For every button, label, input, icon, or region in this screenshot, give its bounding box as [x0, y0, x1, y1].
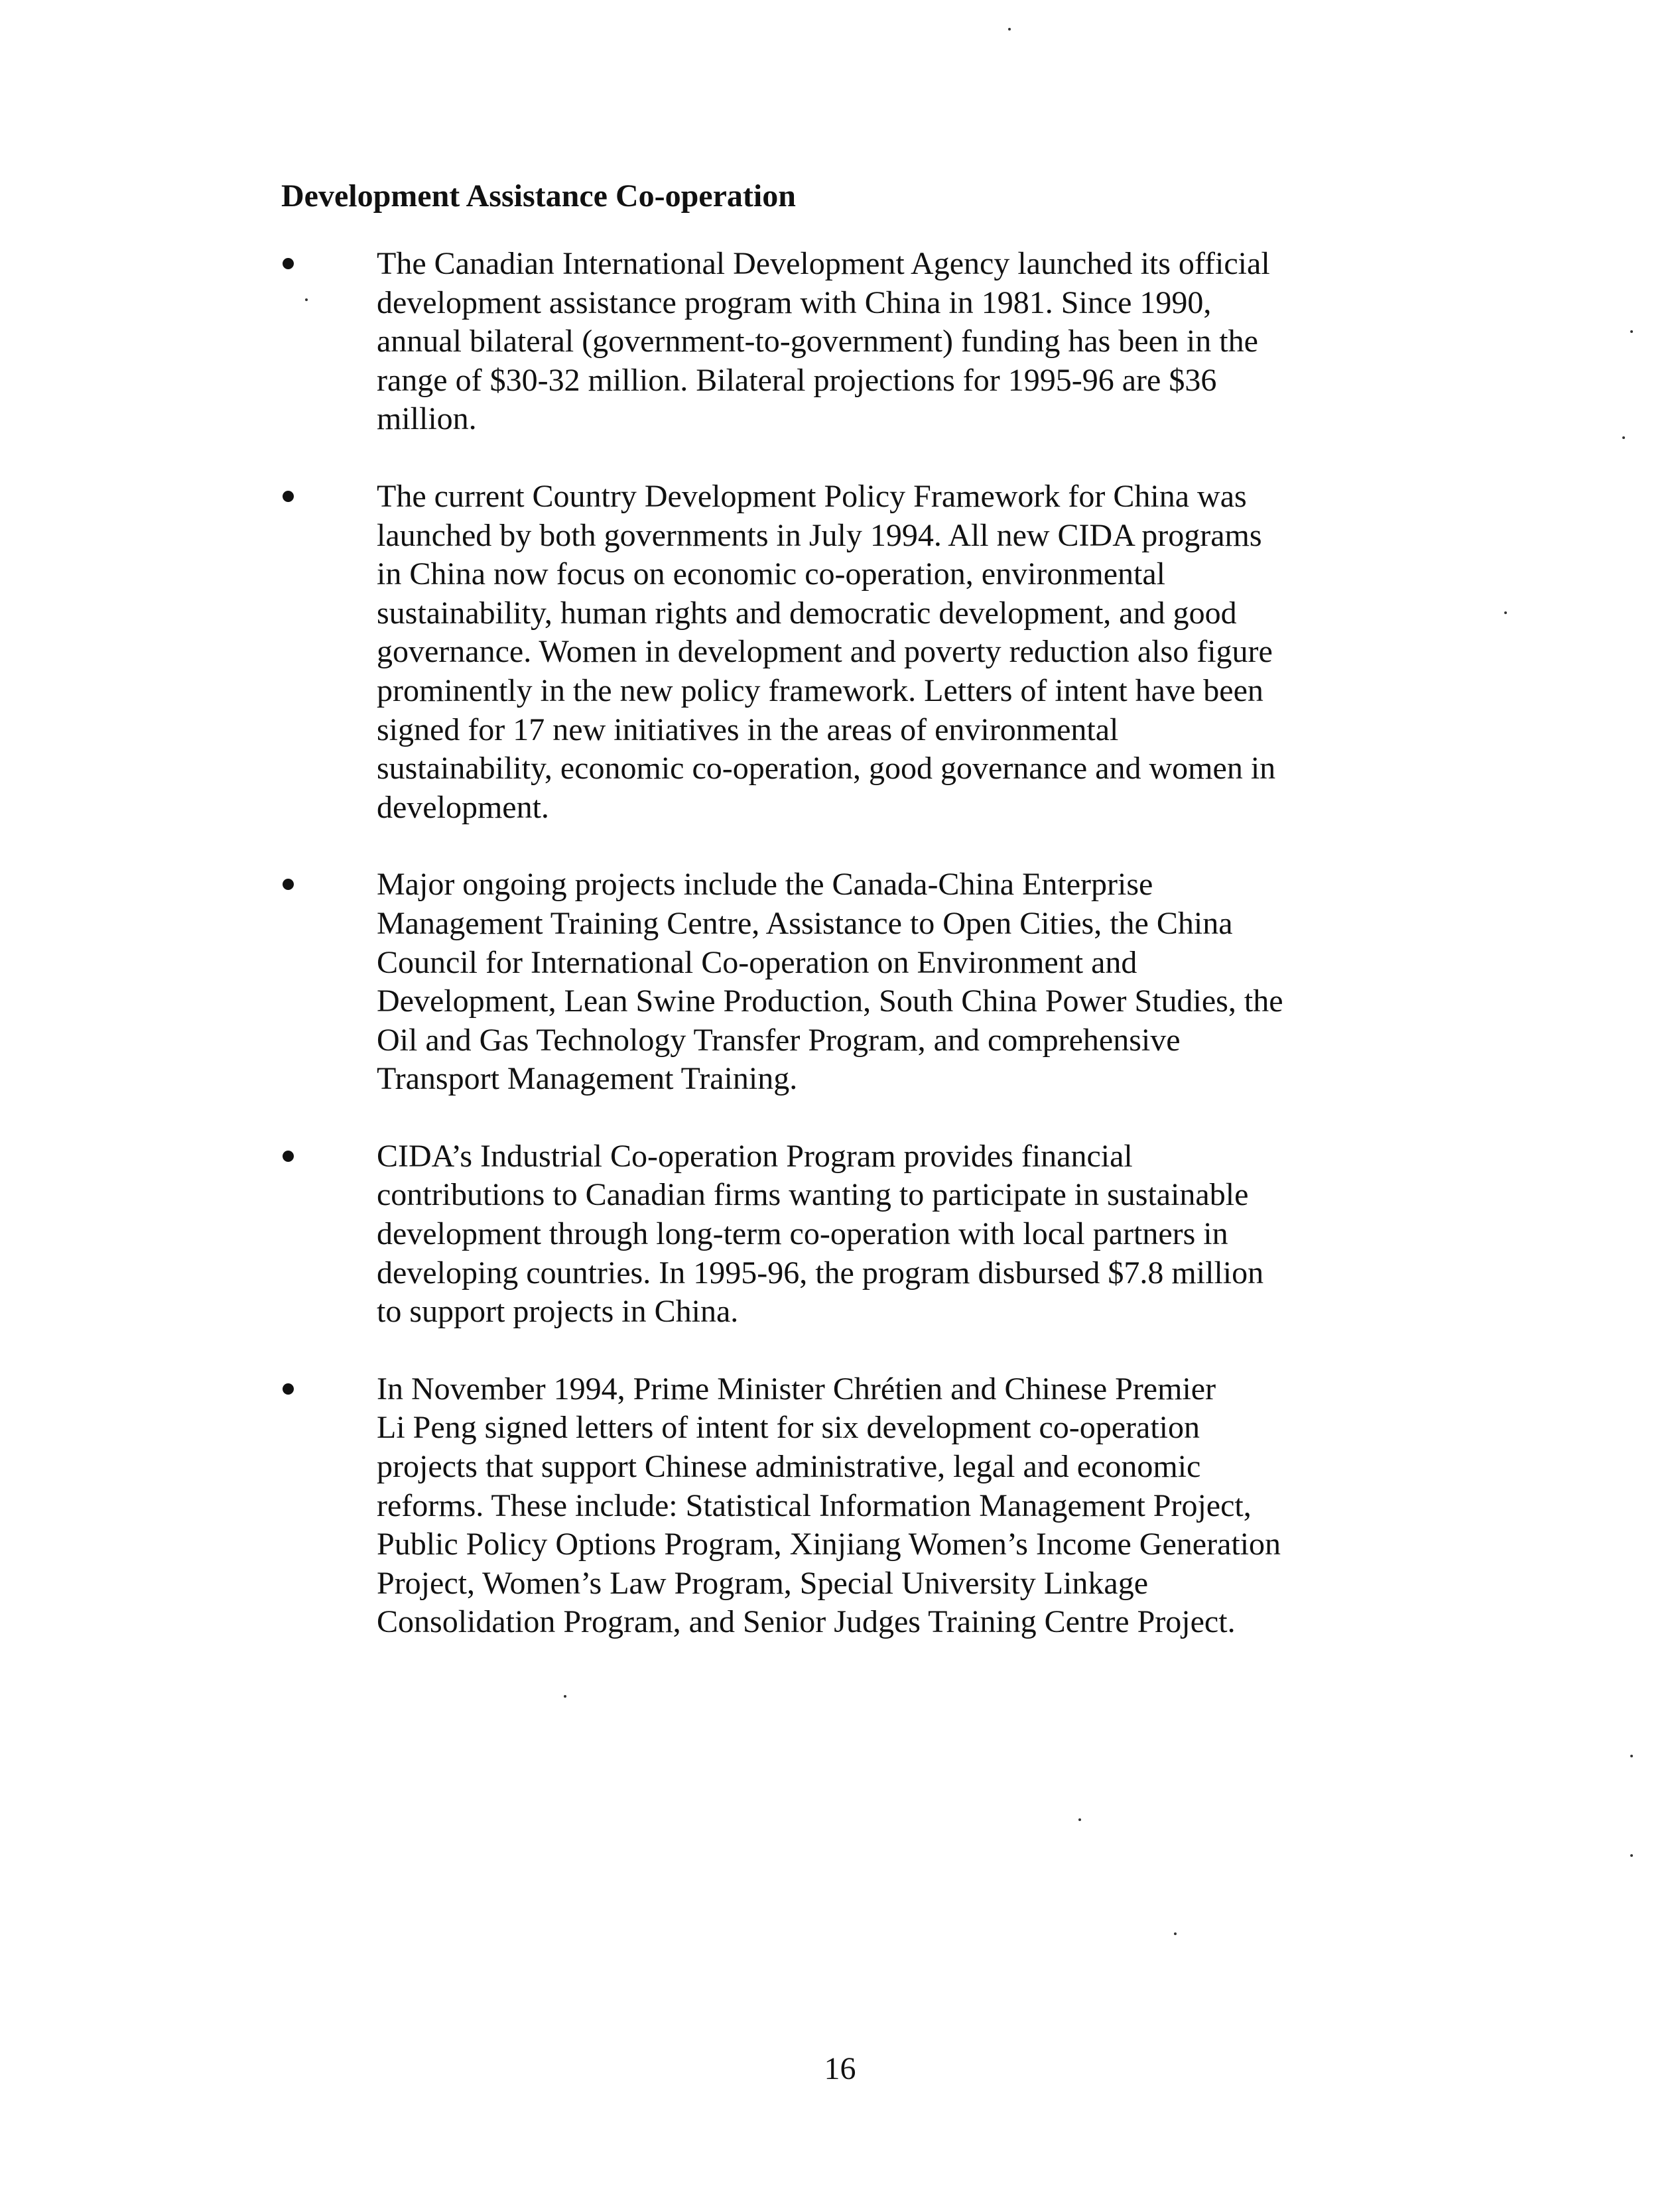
bullet-icon [283, 491, 294, 502]
section-heading: Development Assistance Co-operation [281, 178, 796, 214]
scan-speck [1174, 1932, 1177, 1935]
bullet-icon [283, 879, 294, 890]
list-item [271, 477, 1398, 827]
bullet-icon [283, 1151, 294, 1162]
scan-speck [1622, 436, 1625, 439]
bullet-text: The current Country Development Policy Framework for China was launched by both governments in July 1994. All new CIDA programs in China now focus on economic co-operation, environmental sustainability, human rights and democratic development, and good governance. Women in development and poverty reduction also figure prominently in the new policy framework. Letters of intent have been signed for 17 new initiatives in the areas of environmental sustainability, economic co-operation, good governance and women in development. [377, 478, 1276, 825]
scan-speck [1008, 28, 1011, 31]
scan-speck [1630, 1755, 1633, 1757]
bullet-text: In November 1994, Prime Minister Chrétien and Chinese Premier Li Peng signed letters of intent for six development co-operation projects that support Chinese administrative, legal and economic reforms. These include: Statistical Information Management Project, Public Policy Options Program, Xinjiang Women’s Income Generation Project, Women’s Law Program, Special University Linkage Consolidation Program, and Senior Judges Training Centre Project. [377, 1371, 1281, 1640]
bullet-text: Major ongoing projects include the Canada-China Enterprise Management Training Centre, Assistance to Open Cities, the China Council for International Co-operation on Environment and Development, Lean Swine Production, South China Power Studies, the Oil and Gas Technology Transfer Program, and comprehensive Transport Management Training. [377, 867, 1283, 1097]
bullet-text: CIDA’s Industrial Co-operation Program provides financial contributions to Canadian firms wanting to participate in sustainable development through long-term co-operation with local partners in developing countries. In 1995-96, the program disbursed $7.8 million to support projects in China. [377, 1138, 1264, 1330]
bullet-text: The Canadian International Development Agency launched its official development assistance program with China in 1981. Since 1990, annual bilateral (government-to-government) funding has been in the range of $30-32 million. Bilateral projections for 1995-96 are $36 million. [377, 246, 1270, 437]
scan-speck [1504, 611, 1507, 614]
list-item [271, 1370, 1398, 1642]
page-number: 16 [824, 2051, 856, 2086]
list-item [271, 245, 1398, 439]
scan-speck [1078, 1818, 1081, 1821]
list-item [271, 1137, 1398, 1332]
bullet-icon [283, 258, 294, 269]
scan-speck [1630, 1854, 1633, 1857]
scan-speck [305, 298, 308, 301]
scan-speck [564, 1695, 566, 1698]
bullet-list [271, 245, 1398, 1680]
scan-speck [1630, 330, 1633, 333]
list-item [271, 865, 1398, 1099]
bullet-icon [283, 1383, 294, 1395]
